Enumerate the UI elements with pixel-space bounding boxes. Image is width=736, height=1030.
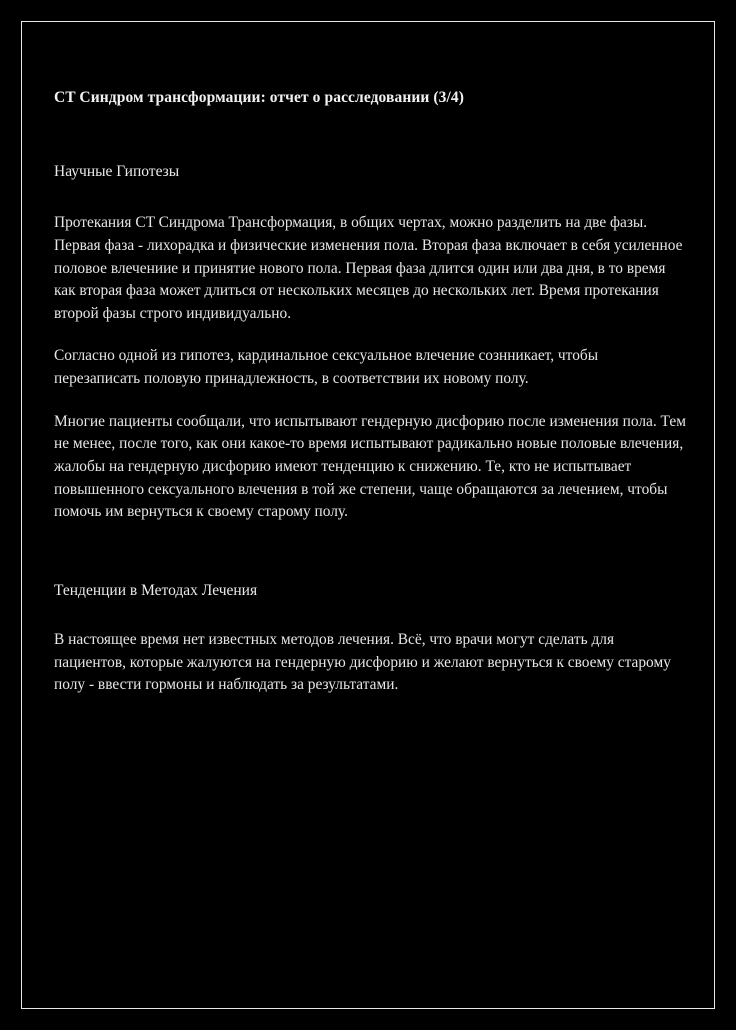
section-heading-scientific-hypotheses: Научные Гипотезы bbox=[54, 163, 180, 181]
section-heading-treatment-trends: Тенденции в Методах Лечения bbox=[54, 581, 258, 599]
document-content bbox=[54, 88, 688, 697]
paragraph-hypotheses-3: Многие пациенты сообщали, что испытывают гендерную дисфорию после изменения пола. Тем не менее, после того, как они какое-то время испытывают радикально новые половые влечения, жалобы на гендерную дисфорию имеют тенденцию к снижению. Те, кто не испытывает повышенного сексуального влечения в той же степени, чаще обращаются за лечением, чтобы помочь им вернуться к своему старому полу. bbox=[54, 412, 686, 521]
spacer bbox=[54, 182, 688, 212]
spacer bbox=[54, 601, 688, 629]
paragraph-hypotheses-1: Протекания CT Синдрома Трансформация, в общих чертах, можно разделить на две фазы. Первая фаза - лихорадка и физические изменения пола. Вторая фаза включает в себя усиленное половое влечениие и принятие нового пола. Первая фаза длится один или два дня, в то время как вторая фаза может длиться от нескольких месяцев до нескольких лет. Время протекания второй фазы строго индивидуально. bbox=[54, 214, 683, 322]
spacer bbox=[54, 391, 688, 411]
page-title: CT Синдром трансформации: отчет о расследовании (3/4) bbox=[54, 89, 465, 106]
spacer bbox=[54, 325, 688, 345]
paragraph-hypotheses-2: Согласно одной из гипотез, кардинальное сексуальное влечение сознникает, чтобы перезаписать половую принадлежность, в соответствии их новому полу. bbox=[54, 347, 599, 388]
spacer bbox=[54, 108, 688, 162]
paragraph-treatment-1: В настоящее время нет известных методов лечения. Всё, что врачи могут сделать для пациентов, которые жалуются на гендерную дисфорию и желают вернуться к своему старому полу - ввести гормоны и наблюдать за результатами. bbox=[54, 631, 671, 694]
spacer bbox=[54, 524, 688, 581]
